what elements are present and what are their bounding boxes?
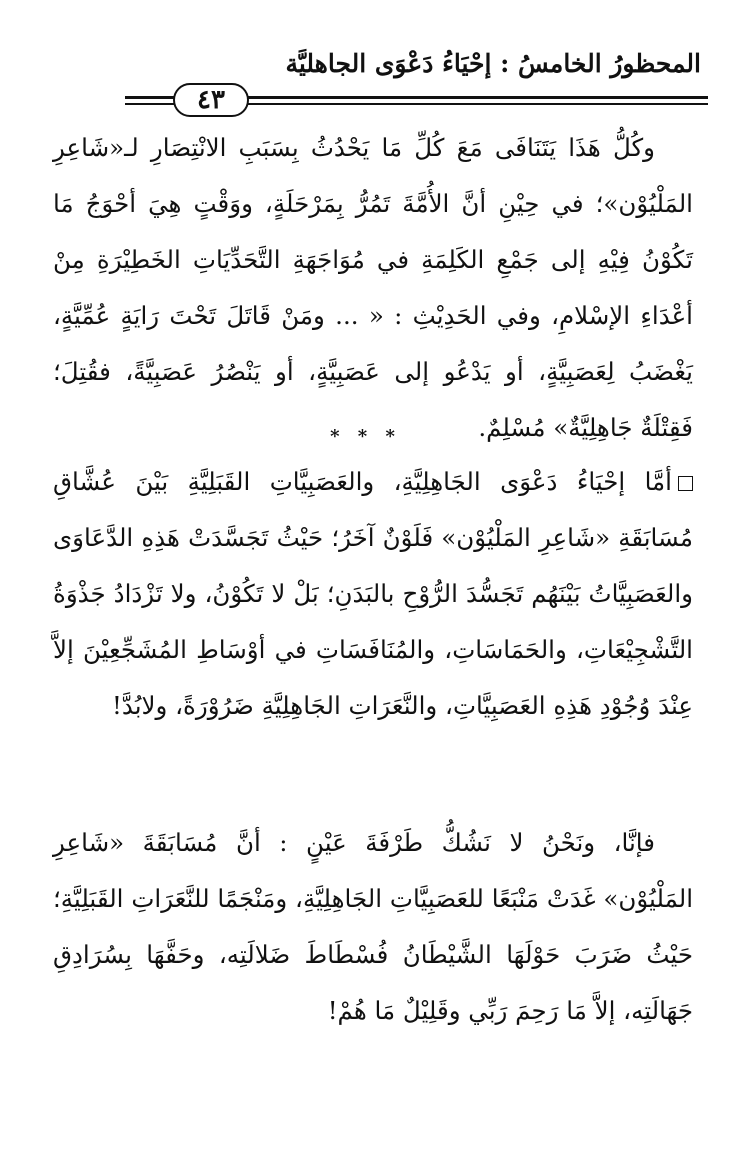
paragraph-1 [53, 120, 693, 456]
square-bullet-icon [678, 476, 693, 491]
header-rule [125, 82, 708, 118]
paragraph-2 [53, 454, 693, 734]
page-number: ٤٣ [173, 83, 249, 117]
paragraph-3-text: فإنَّا، ونَحْنُ لا نَشُكُّ طَرْفَةَ عَيْنٍ : أنَّ مُسَابَقَةَ «شَاعِرِ المَلْيُوْن» غَدَتْ مَنْبَعًا للعَصَبِيَّاتِ الجَاهِلِيَّةِ، ومَنْجَمًا للنَّعَرَاتِ القَبَلِيَّةِ؛ حَيْثُ ضَرَبَ حَوْلَهَا الشَّيْطَانُ فُسْطَاطَ ضَلالَتِه، وحَفَّهَا بِسُرَادِقِ جَهَالَتِه، إلاَّ مَا رَحِمَ رَبِّي وقَلِيْلٌ مَا هُمْ! [53, 828, 693, 1025]
paragraph-1-text: وكُلُّ هَذَا يَتَنَافَى مَعَ كُلِّ مَا يَحْدُثُ بِسَبَبِ الانْتِصَارِ لـ«شَاعِرِ المَلْيُوْن»؛ في حِيْنِ أنَّ الأُمَّةَ تَمُرُّ بِمَرْحَلَةٍ، ووَقْتٍ هِيَ أحْوَجُ مَا تَكُوْنُ فِيْهِ إلى جَمْعِ الكَلِمَةِ في مُوَاجَهَةِ التَّحَدِّيَاتِ الخَطِيْرَةِ مِنْ أعْدَاءِ الإسْلامِ، وفي الحَدِيْثِ : « ... ومَنْ قَاتَلَ تَحْتَ رَايَةٍ عُمِّيَّةٍ، يَغْضَبُ لِعَصَبِيَّةٍ، أو يَدْعُو إلى عَصَبِيَّةٍ، أو يَنْصُرُ عَصَبِيَّةً، فقُتِلَ؛ فَقِتْلَةٌ جَاهِلِيَّةٌ» مُسْلِمٌ. [53, 133, 693, 442]
running-header-title: المحظورُ الخامسُ : إحْيَاءُ دَعْوَى الجاهليَّة [285, 49, 701, 78]
paragraph-3 [53, 815, 693, 1039]
paragraph-2-body [53, 454, 693, 734]
paragraph-2-text: أمَّا إحْيَاءُ دَعْوَى الجَاهِلِيَّةِ، والعَصَبِيَّاتِ القَبَلِيَّةِ بَيْنَ عُشَّاقِ مُسَابَقَةِ «شَاعِرِ المَلْيُوْن» فَلَوْنٌ آخَرُ؛ حَيْثُ تَجَسَّدَتْ هَذِهِ الدَّعَاوَى والعَصَبِيَّاتُ بَيْنَهُم تَجَسُّدَ الرُّوْحِ بالبَدَنِ؛ بَلْ لا تَكُوْنُ، ولا تَزْدَادُ جَذْوَةُ التَّشْجِيْعَاتِ، والحَمَاسَاتِ، والمُنَافَسَاتِ في أوْسَاطِ المُشَجِّعِيْنَ إلاَّ عِنْدَ وُجُوْدِ هَذِهِ العَصَبِيَّاتِ، والنَّعَرَاتِ الجَاهِلِيَّةِ ضَرُوْرَةً، ولابُدَّ! [53, 467, 693, 720]
section-separator: * * * [330, 426, 401, 447]
